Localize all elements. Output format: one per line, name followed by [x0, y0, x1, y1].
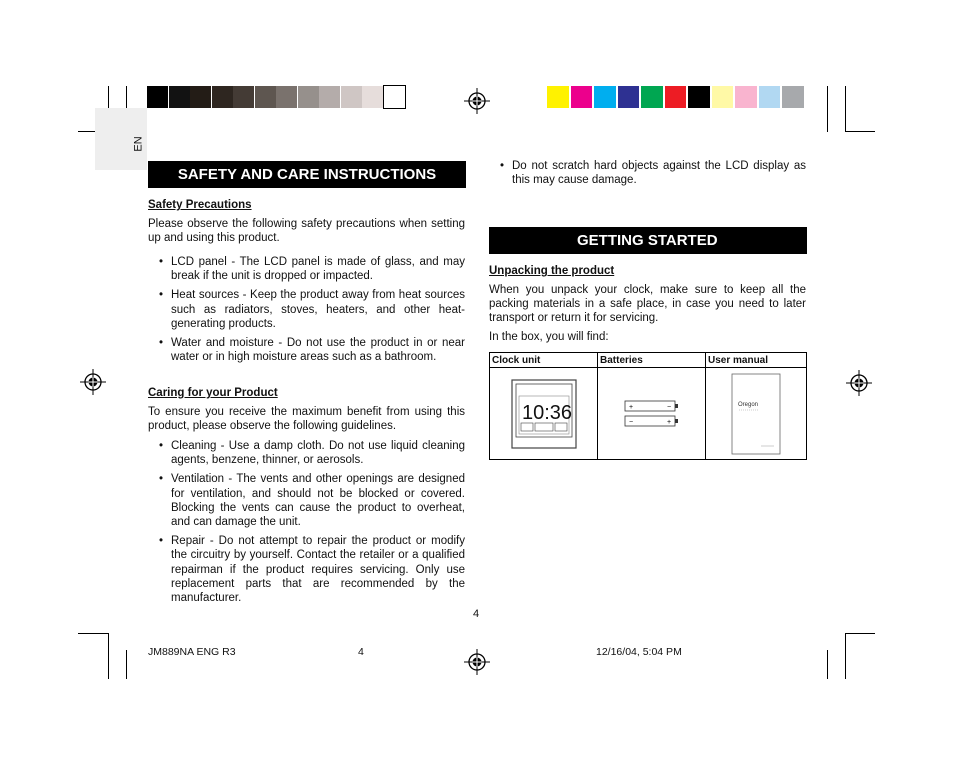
grayscale-calibration-bar: [147, 86, 405, 108]
color-swatch: [688, 86, 710, 108]
registration-mark-icon: [80, 369, 106, 395]
list-item: • Ventilation - The vents and other openings are designed for ventilation, and should not be blocked or covered. Blocking the vents can cause the product to overheat, and can damage the unit.: [148, 472, 465, 529]
list-item: • Do not scratch hard objects against the LCD display as this may cause damage.: [489, 159, 806, 187]
list-item: • Cleaning - Use a damp cloth. Do not use liquid cleaning agents, benzene, thinner, or aerosols.: [148, 439, 465, 467]
clock-display-time: 10:36: [521, 401, 572, 424]
footer-timestamp: 12/16/04, 5:04 PM: [596, 646, 682, 658]
svg-text:+: +: [628, 403, 633, 411]
column-header: Batteries: [598, 353, 706, 368]
safety-precautions-intro: Please observe the following safety precautions when setting up and using this product.: [148, 218, 465, 245]
user-manual-cell: [706, 368, 807, 460]
list-item: • LCD panel - The LCD panel is made of glass, and may break if the unit is dropped or impacted.: [148, 255, 465, 283]
color-swatch: [212, 86, 233, 108]
color-swatch: [641, 86, 663, 108]
column-header: User manual: [706, 353, 807, 368]
color-swatch: [276, 86, 297, 108]
getting-started-header: GETTING STARTED: [489, 227, 807, 254]
unpacking-intro: When you unpack your clock, make sure to keep all the packing materials in a safe place, in case you need to later transport or return it for servicing.: [489, 284, 806, 325]
clock-unit-cell: [490, 368, 598, 460]
manual-brand: Oregon: [737, 401, 759, 408]
color-swatch: [547, 86, 569, 108]
page-number: 4: [473, 608, 480, 620]
box-contents-table: [489, 352, 807, 460]
list-item: • Heat sources - Keep the product away from heat sources such as radiators, stoves, heaters, and other heat-generating products.: [148, 288, 465, 331]
registration-mark-icon: [846, 370, 872, 396]
caring-list: [148, 439, 465, 610]
color-swatch: [341, 86, 362, 108]
unpacking-title: Unpacking the product: [489, 265, 615, 277]
color-swatch: [255, 86, 276, 108]
svg-text:−: −: [628, 418, 633, 426]
safety-precautions-title: Safety Precautions: [148, 199, 252, 211]
color-swatch: [665, 86, 687, 108]
footer-filename: JM889NA ENG R3: [148, 646, 236, 658]
svg-text:−: −: [666, 403, 671, 411]
color-calibration-bar: [547, 86, 807, 108]
list-item: • Water and moisture - Do not use the product in or near water or in high moisture areas such as a bathroom.: [148, 336, 465, 364]
clock-unit-illustration: [511, 379, 577, 449]
language-side-tab: [95, 108, 147, 170]
color-swatch: [233, 86, 254, 108]
color-swatch: [362, 86, 383, 108]
color-swatch: [319, 86, 340, 108]
caring-intro: To ensure you receive the maximum benefit from using this product, please observe the following guidelines.: [148, 406, 465, 433]
footer-page: 4: [358, 646, 364, 658]
registration-mark-icon: [464, 88, 490, 114]
color-swatch: [594, 86, 616, 108]
in-box-text: In the box, you will find:: [489, 331, 609, 343]
color-swatch: [759, 86, 781, 108]
user-manual-illustration: [731, 373, 781, 455]
svg-text:+: +: [666, 418, 671, 426]
safety-section-header: SAFETY AND CARE INSTRUCTIONS: [148, 161, 466, 188]
column-header: Clock unit: [490, 353, 598, 368]
color-swatch: [782, 86, 804, 108]
color-swatch: [147, 86, 168, 108]
color-swatch: [571, 86, 593, 108]
registration-mark-icon: [464, 649, 490, 675]
color-swatch: [384, 86, 405, 108]
color-swatch: [169, 86, 190, 108]
safety-precautions-list: [148, 255, 465, 369]
language-label: EN: [132, 136, 145, 152]
caring-title: Caring for your Product: [148, 387, 278, 399]
batteries-cell: [598, 368, 706, 460]
color-swatch: [298, 86, 319, 108]
color-swatch: [618, 86, 640, 108]
lcd-warning-list: [489, 159, 806, 192]
color-swatch: [712, 86, 734, 108]
list-item: • Repair - Do not attempt to repair the product or modify the circuitry by yourself. Contact the retailer or a qualified repairman if the product requires servicing. Only use replacement parts that are recommended by the manufacturer.: [148, 534, 465, 605]
color-swatch: [190, 86, 211, 108]
batteries-illustration: [624, 399, 680, 429]
color-swatch: [735, 86, 757, 108]
